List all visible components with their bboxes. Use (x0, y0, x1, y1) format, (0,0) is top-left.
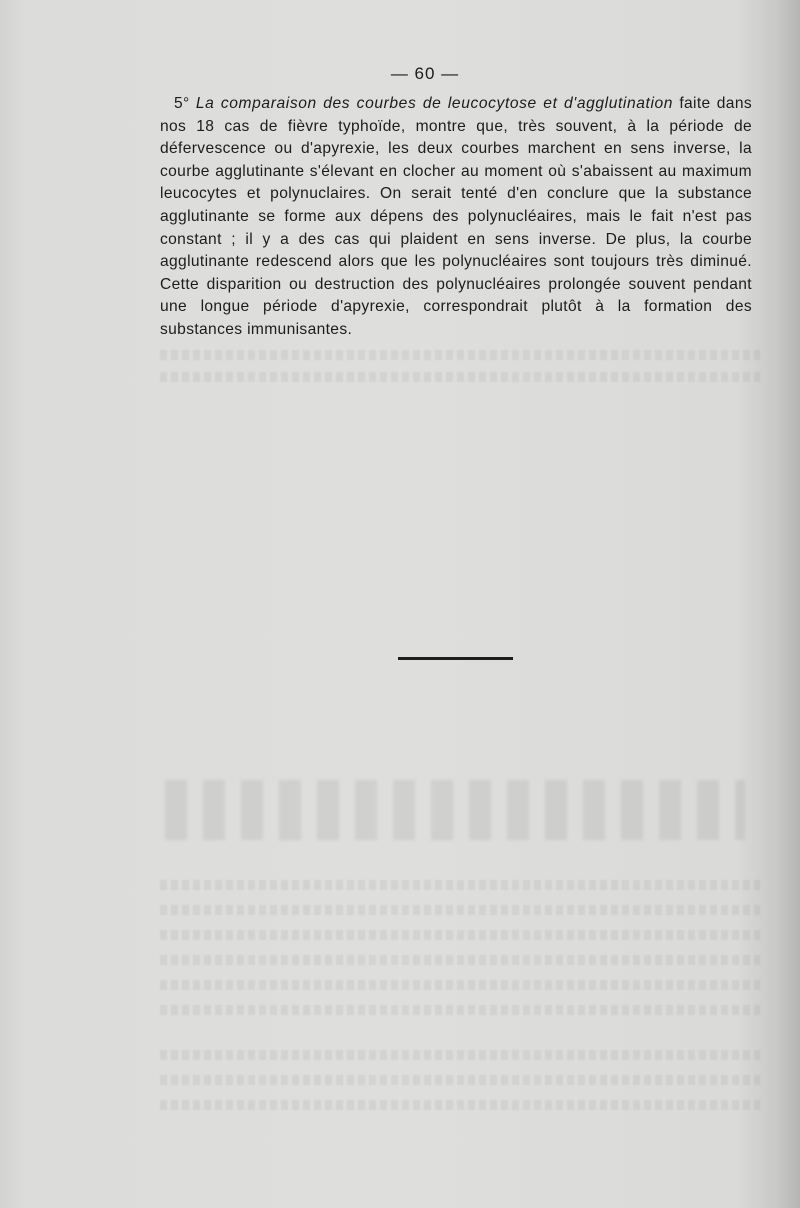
bleed-through-line (160, 372, 760, 382)
bleed-through-line (160, 905, 760, 915)
bleed-through-line (160, 1005, 760, 1015)
paragraph-text: faite dans nos 18 cas de fièvre typhoïde, montre que, très souvent, à la période de défervescence ou d'apyrexie, les deux courbes marchent en sens inverse, la courbe agglutinante s'élevant en clocher au moment où s'abaissent au maximum leucocytes et polynuclaires. On serait tenté d'en conclure que la substance agglutinante se forme aux dépens des polynucléaires, mais le fait n'est pas constant ; il y a des cas qui plaident en sens inverse. De plus, la courbe agglutinante redescend alors que les polynucléaires sont toujours très diminué. Cette disparition ou destruction des polynucléaires prolongée souvent pendant une longue période d'apyrexie, correspondrait plutôt à la formation des substances immunisantes. (160, 95, 753, 338)
page-number: — 60 — (390, 64, 460, 83)
body-paragraph (160, 93, 752, 342)
bleed-through-line (160, 1100, 760, 1110)
bleed-through-line (160, 880, 760, 890)
bleed-through-line (160, 1075, 760, 1085)
section-number: 5° (174, 95, 196, 112)
bleed-through-line (160, 980, 760, 990)
bleed-through-line (160, 350, 760, 360)
section-title: La comparaison des courbes de leucocytose et d'agglutination (195, 95, 674, 112)
bleed-through-line (160, 930, 760, 940)
bleed-through-line (160, 955, 760, 965)
bleed-through-line (160, 1050, 760, 1060)
bleed-through-heading (165, 780, 745, 840)
end-rule (398, 657, 513, 660)
